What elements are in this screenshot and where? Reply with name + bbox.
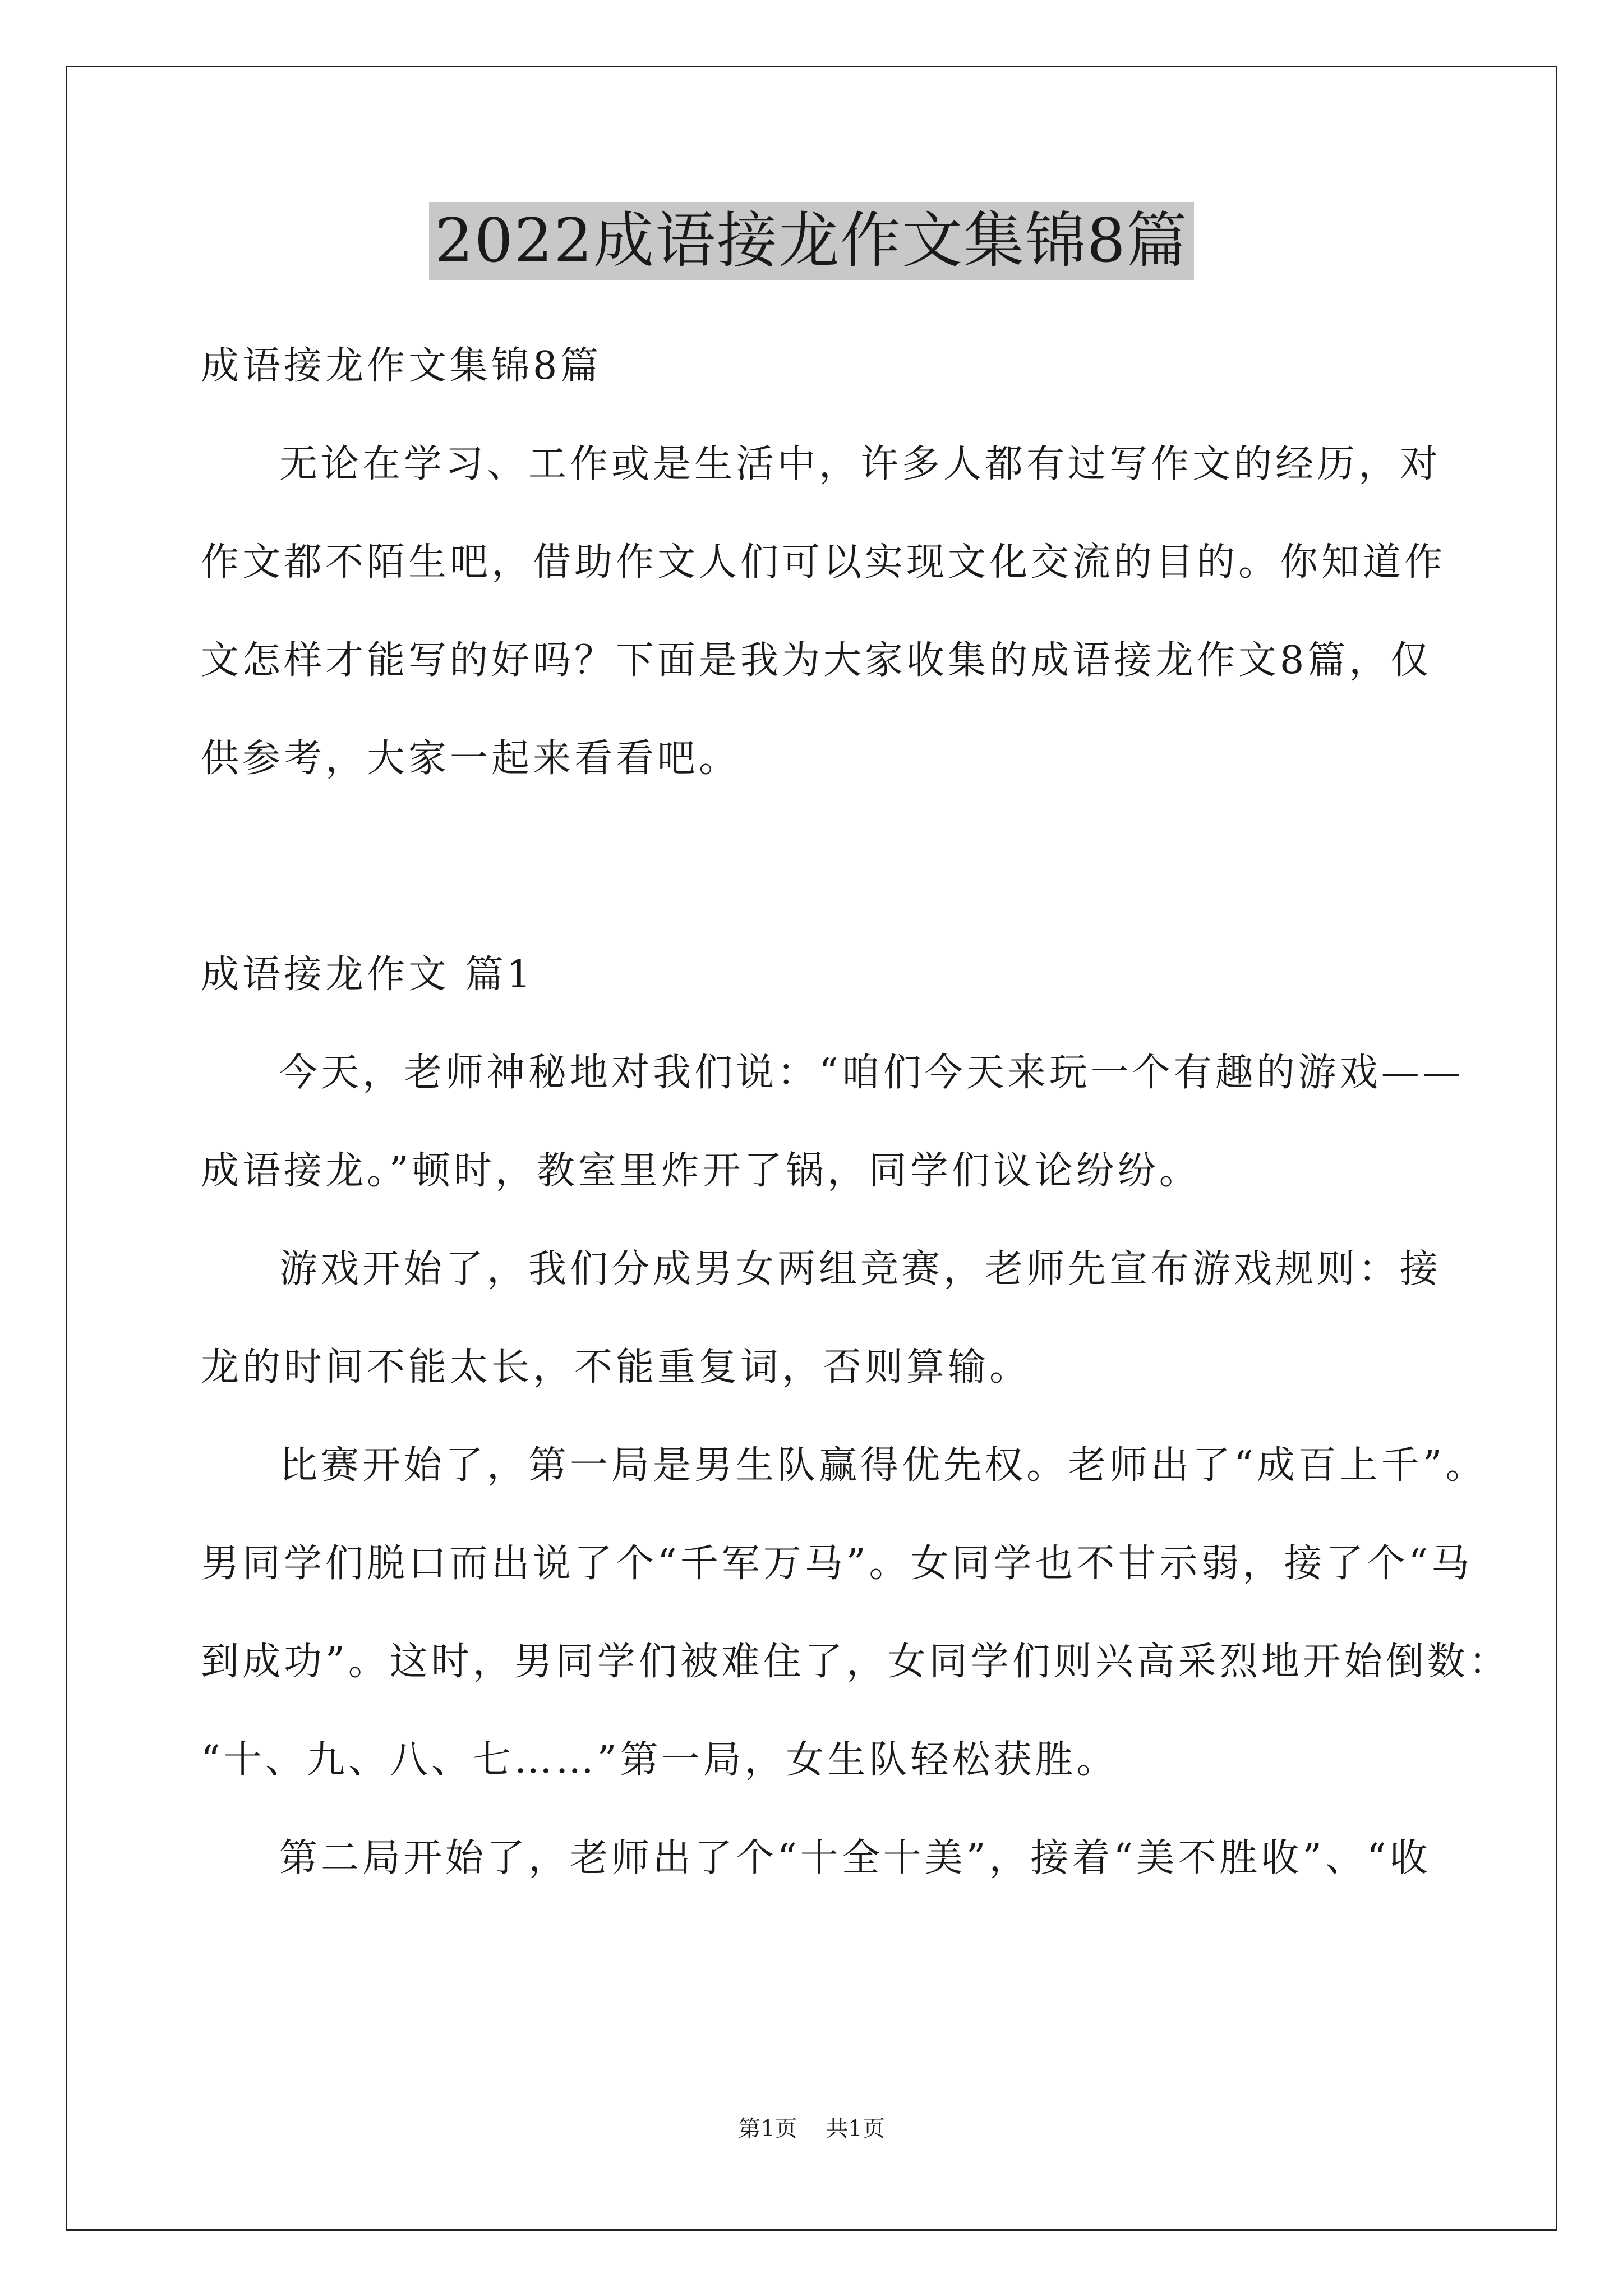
body-line: 今天，老师神秘地对我们说：“咱们今天来玩一个有趣的游戏—— — [279, 1051, 1464, 1095]
intro-line: 作文都不陌生吧，借助作文人们可以实现文化交流的目的。你知道作 — [201, 540, 1446, 585]
body-line: 到成功”。这时，男同学们被难住了，女同学们则兴高采烈地开始倒数： — [201, 1640, 1510, 1684]
section-heading: 成语接龙作文 篇1 — [201, 953, 534, 997]
intro-line: 文怎样才能写的好吗？下面是我为大家收集的成语接龙作文8篇，仅 — [201, 638, 1432, 683]
body-line: 成语接龙。”顿时，教室里炸开了锅，同学们议论纷纷。 — [201, 1149, 1201, 1193]
body-line: 第二局开始了，老师出了个“十全十美”，接着“美不胜收”、“收 — [279, 1836, 1431, 1880]
body-line: “十、九、八、七……”第一局，女生队轻松获胜。 — [201, 1738, 1118, 1782]
page-footer: 第1页 共1页 — [738, 2116, 885, 2142]
body-line: 男同学们脱口而出说了个“千军万马”。女同学也不甘示弱，接了个“马 — [201, 1542, 1473, 1586]
document-title: 2022成语接龙作文集锦8篇 — [429, 202, 1194, 280]
intro-line: 无论在学习、工作或是生活中，许多人都有过写作文的经历，对 — [279, 442, 1442, 486]
document-subtitle: 成语接龙作文集锦8篇 — [201, 344, 602, 388]
body-line: 比赛开始了，第一局是男生队赢得优先权。老师出了“成百上千”。 — [279, 1443, 1487, 1488]
intro-line: 供参考，大家一起来看看吧。 — [201, 737, 741, 781]
body-line: 游戏开始了，我们分成男女两组竞赛，老师先宣布游戏规则：接 — [279, 1247, 1442, 1291]
title-container — [0, 202, 1623, 280]
body-line: 龙的时间不能太长，不能重复词，否则算输。 — [201, 1345, 1031, 1389]
